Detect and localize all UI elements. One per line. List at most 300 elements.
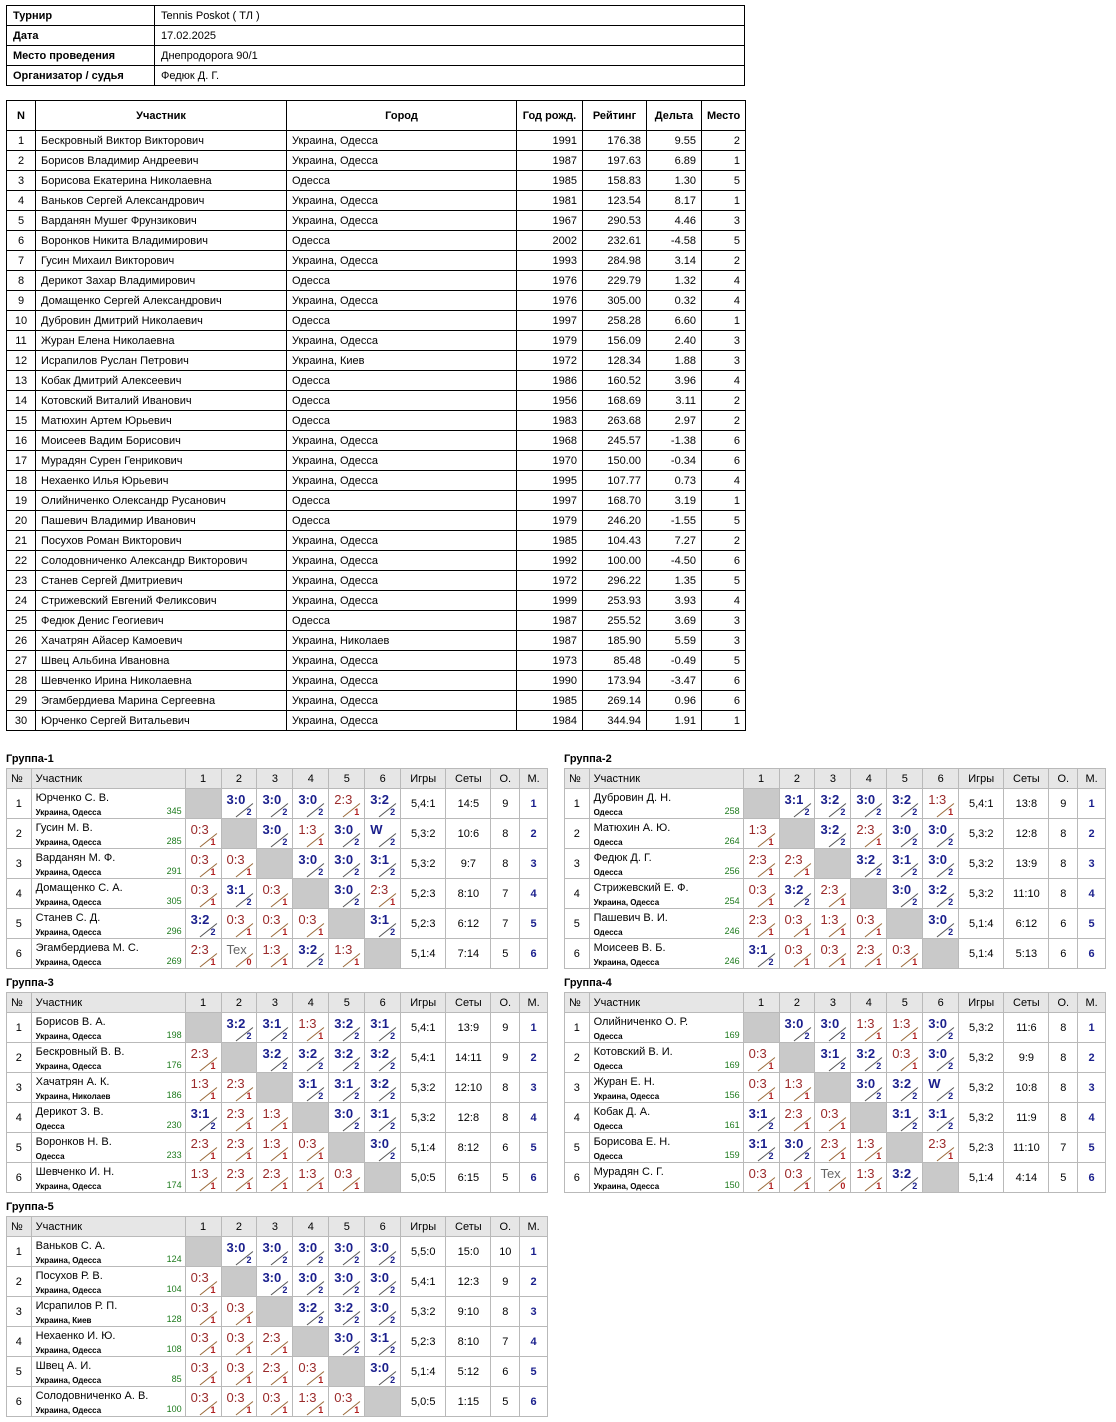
match-score: 0:3: [190, 822, 209, 837]
sets-total: 8:10: [446, 1327, 491, 1357]
match-score: 2:3: [190, 942, 209, 957]
player-cell: [31, 1073, 185, 1103]
player-cell: [31, 1327, 185, 1357]
sets-total: 14:11: [446, 1043, 491, 1073]
group-column-header: М.: [1078, 993, 1106, 1013]
participant-name: Гусин Михаил Викторович: [36, 251, 287, 271]
match-score: 0:3: [784, 912, 803, 927]
player-rating: 169: [724, 1060, 740, 1070]
group-column-header: Сеты: [446, 769, 491, 789]
match-points: 1: [804, 1091, 810, 1101]
match-result-cell: [185, 1043, 221, 1073]
match-result-cell: [293, 1073, 329, 1103]
rating: 253.93: [583, 591, 647, 611]
match-score: 3:0: [334, 882, 354, 897]
participant-city: Одесса: [287, 411, 517, 431]
match-result-cell: [923, 1043, 959, 1073]
match-result-cell: [329, 1297, 365, 1327]
birth-year: 1997: [517, 491, 583, 511]
row-number: 4: [7, 1327, 32, 1357]
diagonal-cell: [743, 1013, 779, 1043]
player-cell: [589, 819, 743, 849]
match-points: 2: [948, 1091, 954, 1101]
games-total: 5,4:1: [401, 1267, 446, 1297]
diagonal-cell: [779, 1043, 815, 1073]
games-total: 5,3:2: [959, 819, 1004, 849]
match-result-cell: [365, 1327, 401, 1357]
row-number: 20: [7, 511, 36, 531]
birth-year: 1993: [517, 251, 583, 271]
sets-total: 15:0: [446, 1237, 491, 1267]
match-score: 3:0: [298, 1240, 318, 1255]
match-score: 3:0: [334, 1106, 354, 1121]
match-result-cell: [851, 819, 887, 849]
match-points: 1: [210, 1345, 216, 1355]
row-number: 17: [7, 451, 36, 471]
diagonal-cell: [887, 1133, 923, 1163]
match-score: 1:3: [892, 1016, 911, 1031]
delta: -3.47: [647, 671, 702, 691]
participant-city: Украина, Одесса: [287, 451, 517, 471]
match-score: 3:0: [334, 822, 354, 837]
group-row: [565, 1163, 1106, 1193]
points-total: 9: [491, 789, 520, 819]
player-rating: 198: [166, 1030, 182, 1040]
player-city: Одесса: [35, 1122, 65, 1131]
player-city: Украина, Одесса: [35, 898, 102, 907]
match-score: 0:3: [784, 942, 803, 957]
table-row: [7, 251, 746, 271]
row-number: 28: [7, 671, 36, 691]
rating: 263.68: [583, 411, 647, 431]
birth-year: 1987: [517, 611, 583, 631]
sets-total: 12:8: [446, 1103, 491, 1133]
match-points: 1: [876, 837, 882, 847]
match-points: 2: [390, 927, 396, 937]
group-column-header: 1: [743, 769, 779, 789]
player-city: Украина, Киев: [35, 1316, 92, 1325]
match-result-cell: [887, 1013, 923, 1043]
player-name: Варданян М. Ф.: [35, 852, 116, 864]
match-result-cell: [851, 1073, 887, 1103]
row-number: 10: [7, 311, 36, 331]
row-number: 25: [7, 611, 36, 631]
match-points: 1: [210, 1315, 216, 1325]
match-points: 1: [246, 1091, 252, 1101]
row-number: 1: [565, 1013, 590, 1043]
match-points: 2: [912, 1091, 918, 1101]
match-result-cell: [923, 879, 959, 909]
place: 3: [702, 331, 746, 351]
rating: 255.52: [583, 611, 647, 631]
match-result-cell: [851, 789, 887, 819]
column-header: Место: [702, 101, 746, 131]
player-rating: 296: [166, 926, 182, 936]
rating: 150.00: [583, 451, 647, 471]
match-score: 3:2: [190, 912, 210, 927]
match-points: 2: [876, 867, 882, 877]
column-header: Участник: [36, 101, 287, 131]
match-points: 1: [912, 1031, 918, 1041]
games-total: 5,3:2: [959, 1073, 1004, 1103]
delta: 1.91: [647, 711, 702, 731]
match-result-cell: [293, 1013, 329, 1043]
player-name: Нехаенко И. Ю.: [35, 1330, 116, 1342]
match-points: 2: [804, 897, 810, 907]
place: 5: [702, 651, 746, 671]
match-score: 0:3: [748, 882, 767, 897]
match-result-cell: [221, 849, 257, 879]
match-score: 0:3: [226, 1330, 245, 1345]
points-total: 9: [491, 1043, 520, 1073]
match-result-cell: [329, 1163, 365, 1193]
delta: 3.69: [647, 611, 702, 631]
player-city: Украина, Одесса: [35, 868, 102, 877]
match-result-cell: [221, 1237, 257, 1267]
match-result-cell: [221, 1387, 257, 1417]
participant-city: Украина, Одесса: [287, 331, 517, 351]
group-place: 5: [1078, 909, 1106, 939]
match-score: 2:3: [226, 1136, 245, 1151]
participant-city: Украина, Одесса: [287, 651, 517, 671]
match-score: 0:3: [748, 1076, 767, 1091]
match-points: 1: [282, 957, 288, 967]
group-column-header: Участник: [589, 993, 743, 1013]
games-total: 5,1:4: [959, 909, 1004, 939]
row-number: 3: [7, 1297, 32, 1327]
rating: 104.43: [583, 531, 647, 551]
match-result-cell: [923, 789, 959, 819]
match-result-cell: [293, 939, 329, 969]
diagonal-cell: [185, 1013, 221, 1043]
match-result-cell: [257, 1013, 293, 1043]
group-column-header: О.: [1049, 769, 1078, 789]
match-result-cell: [779, 789, 815, 819]
table-row: [7, 691, 746, 711]
delta: 6.89: [647, 151, 702, 171]
points-total: 8: [1049, 1013, 1078, 1043]
player-city: Украина, Одесса: [35, 1376, 102, 1385]
player-name: Федюк Д. Г.: [593, 852, 652, 864]
sets-total: 8:12: [446, 1133, 491, 1163]
match-score: 0:3: [784, 1166, 803, 1181]
games-total: 5,1:4: [401, 1133, 446, 1163]
rating: 269.14: [583, 691, 647, 711]
group-row: [565, 1013, 1106, 1043]
match-result-cell: [329, 1103, 365, 1133]
match-points: 2: [804, 1031, 810, 1041]
group-row: [7, 1237, 548, 1267]
match-result-cell: [365, 849, 401, 879]
row-number: 1: [7, 131, 36, 151]
participant-name: Посухов Роман Викторович: [36, 531, 287, 551]
match-score: 1:3: [262, 942, 281, 957]
rating: 100.00: [583, 551, 647, 571]
match-points: 1: [318, 1375, 324, 1385]
match-points: 2: [354, 867, 360, 877]
group-place: 1: [520, 789, 548, 819]
delta: 4.46: [647, 211, 702, 231]
match-score: 1:3: [856, 1016, 875, 1031]
points-total: 8: [491, 849, 520, 879]
match-result-cell: [185, 819, 221, 849]
match-score: 3:1: [820, 1046, 840, 1061]
match-points: 1: [318, 837, 324, 847]
match-score: 3:2: [298, 942, 318, 957]
sets-total: 9:9: [1004, 1043, 1049, 1073]
match-points: 2: [390, 1091, 396, 1101]
points-total: 6: [1049, 939, 1078, 969]
table-row: [7, 551, 746, 571]
match-score: 2:3: [928, 1136, 947, 1151]
row-number: 1: [7, 789, 32, 819]
row-number: 1: [565, 789, 590, 819]
participant-name: Шевченко Ирина Николаевна: [36, 671, 287, 691]
rating: 158.83: [583, 171, 647, 191]
player-name: Котовский В. И.: [593, 1046, 673, 1058]
row-number: 6: [565, 1163, 590, 1193]
participant-city: Украина, Одесса: [287, 431, 517, 451]
player-name: Исрапилов Р. П.: [35, 1300, 118, 1312]
row-number: 1: [7, 1013, 32, 1043]
participant-name: Солодовниченко Александр Викторович: [36, 551, 287, 571]
group-table: [564, 768, 1106, 969]
match-points: 2: [354, 1061, 360, 1071]
match-score: 1:3: [820, 912, 839, 927]
group-place: 3: [1078, 1073, 1106, 1103]
group-header-row: [565, 993, 1106, 1013]
diagonal-cell: [887, 909, 923, 939]
match-score: 0:3: [226, 1360, 245, 1375]
group-column-header: 1: [185, 1217, 221, 1237]
match-points: 1: [840, 957, 846, 967]
table-row: [7, 671, 746, 691]
player-name: Солодовниченко А. В.: [35, 1390, 149, 1402]
match-result-cell: [257, 1267, 293, 1297]
player-rating: 256: [724, 866, 740, 876]
match-result-cell: [743, 909, 779, 939]
games-total: 5,4:1: [959, 789, 1004, 819]
match-score: 3:2: [298, 1300, 318, 1315]
place: 1: [702, 151, 746, 171]
row-number: 6: [565, 939, 590, 969]
birth-year: 1976: [517, 291, 583, 311]
points-total: 8: [491, 819, 520, 849]
group-column-header: 2: [221, 993, 257, 1013]
match-score: 0:3: [820, 942, 839, 957]
match-points: 2: [282, 1061, 288, 1071]
group-column-header: 3: [815, 769, 851, 789]
rating: 128.34: [583, 351, 647, 371]
match-score: 3:0: [334, 1270, 354, 1285]
birth-year: 1979: [517, 511, 583, 531]
place: 3: [702, 631, 746, 651]
match-points: 1: [768, 1181, 774, 1191]
player-cell: [31, 1043, 185, 1073]
match-result-cell: [743, 1163, 779, 1193]
birth-year: 1991: [517, 131, 583, 151]
participant-name: Исрапилов Руслан Петрович: [36, 351, 287, 371]
match-result-cell: [365, 909, 401, 939]
participant-city: Украина, Одесса: [287, 131, 517, 151]
group-column-header: 3: [815, 993, 851, 1013]
player-rating: 150: [724, 1180, 740, 1190]
match-result-cell: [365, 1103, 401, 1133]
match-score: 3:0: [262, 792, 282, 807]
participant-name: Журан Елена Николаевна: [36, 331, 287, 351]
match-score: 3:1: [784, 792, 804, 807]
row-number: 2: [7, 151, 36, 171]
match-score: 2:3: [856, 942, 875, 957]
player-name: Борисов В. А.: [35, 1016, 106, 1028]
info-key: Дата: [7, 26, 155, 46]
participant-city: Украина, Одесса: [287, 191, 517, 211]
group-column-header: Сеты: [446, 1217, 491, 1237]
match-result-cell: [743, 1043, 779, 1073]
participants-header-row: [7, 101, 746, 131]
match-score: 3:0: [334, 1240, 354, 1255]
match-score: 3:0: [298, 792, 318, 807]
match-points: 2: [912, 897, 918, 907]
row-number: 30: [7, 711, 36, 731]
match-points: 1: [804, 957, 810, 967]
group-column-header: 4: [851, 769, 887, 789]
row-number: 2: [7, 1043, 32, 1073]
participant-name: Дубровин Дмитрий Николаевич: [36, 311, 287, 331]
match-score: 3:2: [334, 1300, 354, 1315]
match-points: 2: [282, 807, 288, 817]
delta: 5.59: [647, 631, 702, 651]
row-number: 27: [7, 651, 36, 671]
rating: 290.53: [583, 211, 647, 231]
match-score: 0:3: [226, 852, 245, 867]
diagonal-cell: [329, 1357, 365, 1387]
match-score: 3:2: [298, 1046, 318, 1061]
match-result-cell: [923, 1073, 959, 1103]
tournament-info-table: [6, 5, 745, 86]
match-result-cell: [257, 1357, 293, 1387]
player-rating: 269: [166, 956, 182, 966]
player-cell: [589, 1013, 743, 1043]
player-name: Матюхин А. Ю.: [593, 822, 671, 834]
rating: 156.09: [583, 331, 647, 351]
match-score: 3:0: [298, 852, 318, 867]
match-points: 2: [282, 1285, 288, 1295]
sets-total: 10:8: [1004, 1073, 1049, 1103]
match-result-cell: [221, 1013, 257, 1043]
player-cell: [589, 1133, 743, 1163]
group-column-header: Игры: [959, 769, 1004, 789]
rating: 232.61: [583, 231, 647, 251]
row-number: 4: [7, 191, 36, 211]
games-total: 5,3:2: [401, 1073, 446, 1103]
group-column-header: 4: [293, 1217, 329, 1237]
match-points: 2: [390, 1255, 396, 1265]
participant-city: Одесса: [287, 611, 517, 631]
group-place: 3: [520, 1073, 548, 1103]
player-name: Гусин М. В.: [35, 822, 93, 834]
participant-city: Украина, Одесса: [287, 711, 517, 731]
group-column-header: №: [7, 1217, 32, 1237]
table-row: [7, 591, 746, 611]
match-points: 1: [768, 837, 774, 847]
rating: 229.79: [583, 271, 647, 291]
match-result-cell: [815, 879, 851, 909]
points-total: 5: [491, 1387, 520, 1417]
delta: 1.32: [647, 271, 702, 291]
match-points: 1: [804, 1121, 810, 1131]
group-column-header: Сеты: [1004, 993, 1049, 1013]
match-result-cell: [257, 789, 293, 819]
match-result-cell: [185, 939, 221, 969]
player-cell: [31, 1267, 185, 1297]
diagonal-cell: [293, 1327, 329, 1357]
table-row: [7, 351, 746, 371]
row-number: 3: [565, 1073, 590, 1103]
match-score: W: [370, 822, 383, 837]
match-result-cell: [743, 849, 779, 879]
match-result-cell: [185, 1297, 221, 1327]
match-score: 0:3: [262, 912, 281, 927]
match-points: 2: [948, 837, 954, 847]
match-score: 0:3: [262, 1390, 281, 1405]
points-total: 6: [491, 1357, 520, 1387]
delta: 2.97: [647, 411, 702, 431]
player-name: Пашевич В. И.: [593, 912, 668, 924]
match-points: 2: [840, 807, 846, 817]
match-points: 2: [390, 867, 396, 877]
match-points: 1: [354, 1405, 360, 1415]
rating: 160.52: [583, 371, 647, 391]
match-score: 0:3: [190, 1360, 209, 1375]
games-total: 5,3:2: [401, 1103, 446, 1133]
match-points: 2: [768, 1151, 774, 1161]
group-block: [6, 1198, 548, 1417]
match-points: 1: [948, 1151, 954, 1161]
group-place: 1: [520, 1237, 548, 1267]
participant-city: Одесса: [287, 511, 517, 531]
group-column-header: 4: [293, 993, 329, 1013]
group-header-row: [7, 769, 548, 789]
match-score: 3:0: [928, 852, 948, 867]
match-score: 3:2: [370, 792, 390, 807]
match-score: 3:0: [928, 912, 948, 927]
match-points: 1: [768, 1061, 774, 1071]
group-column-header: М.: [520, 993, 548, 1013]
match-result-cell: [221, 939, 257, 969]
match-result-cell: [293, 789, 329, 819]
delta: 2.40: [647, 331, 702, 351]
match-points: 1: [354, 1181, 360, 1191]
diagonal-cell: [257, 849, 293, 879]
birth-year: 1997: [517, 311, 583, 331]
group-place: 4: [1078, 1103, 1106, 1133]
match-result-cell: [779, 1163, 815, 1193]
row-number: 4: [565, 1103, 590, 1133]
table-row: [7, 151, 746, 171]
match-result-cell: [257, 819, 293, 849]
player-city: Украина, Одесса: [35, 928, 102, 937]
group-column-header: О.: [1049, 993, 1078, 1013]
match-score: 0:3: [856, 912, 875, 927]
match-score: 3:0: [370, 1240, 390, 1255]
match-result-cell: [815, 1163, 851, 1193]
group-row: [565, 789, 1106, 819]
rating: 168.69: [583, 391, 647, 411]
row-number: 13: [7, 371, 36, 391]
rating: 123.54: [583, 191, 647, 211]
row-number: 18: [7, 471, 36, 491]
